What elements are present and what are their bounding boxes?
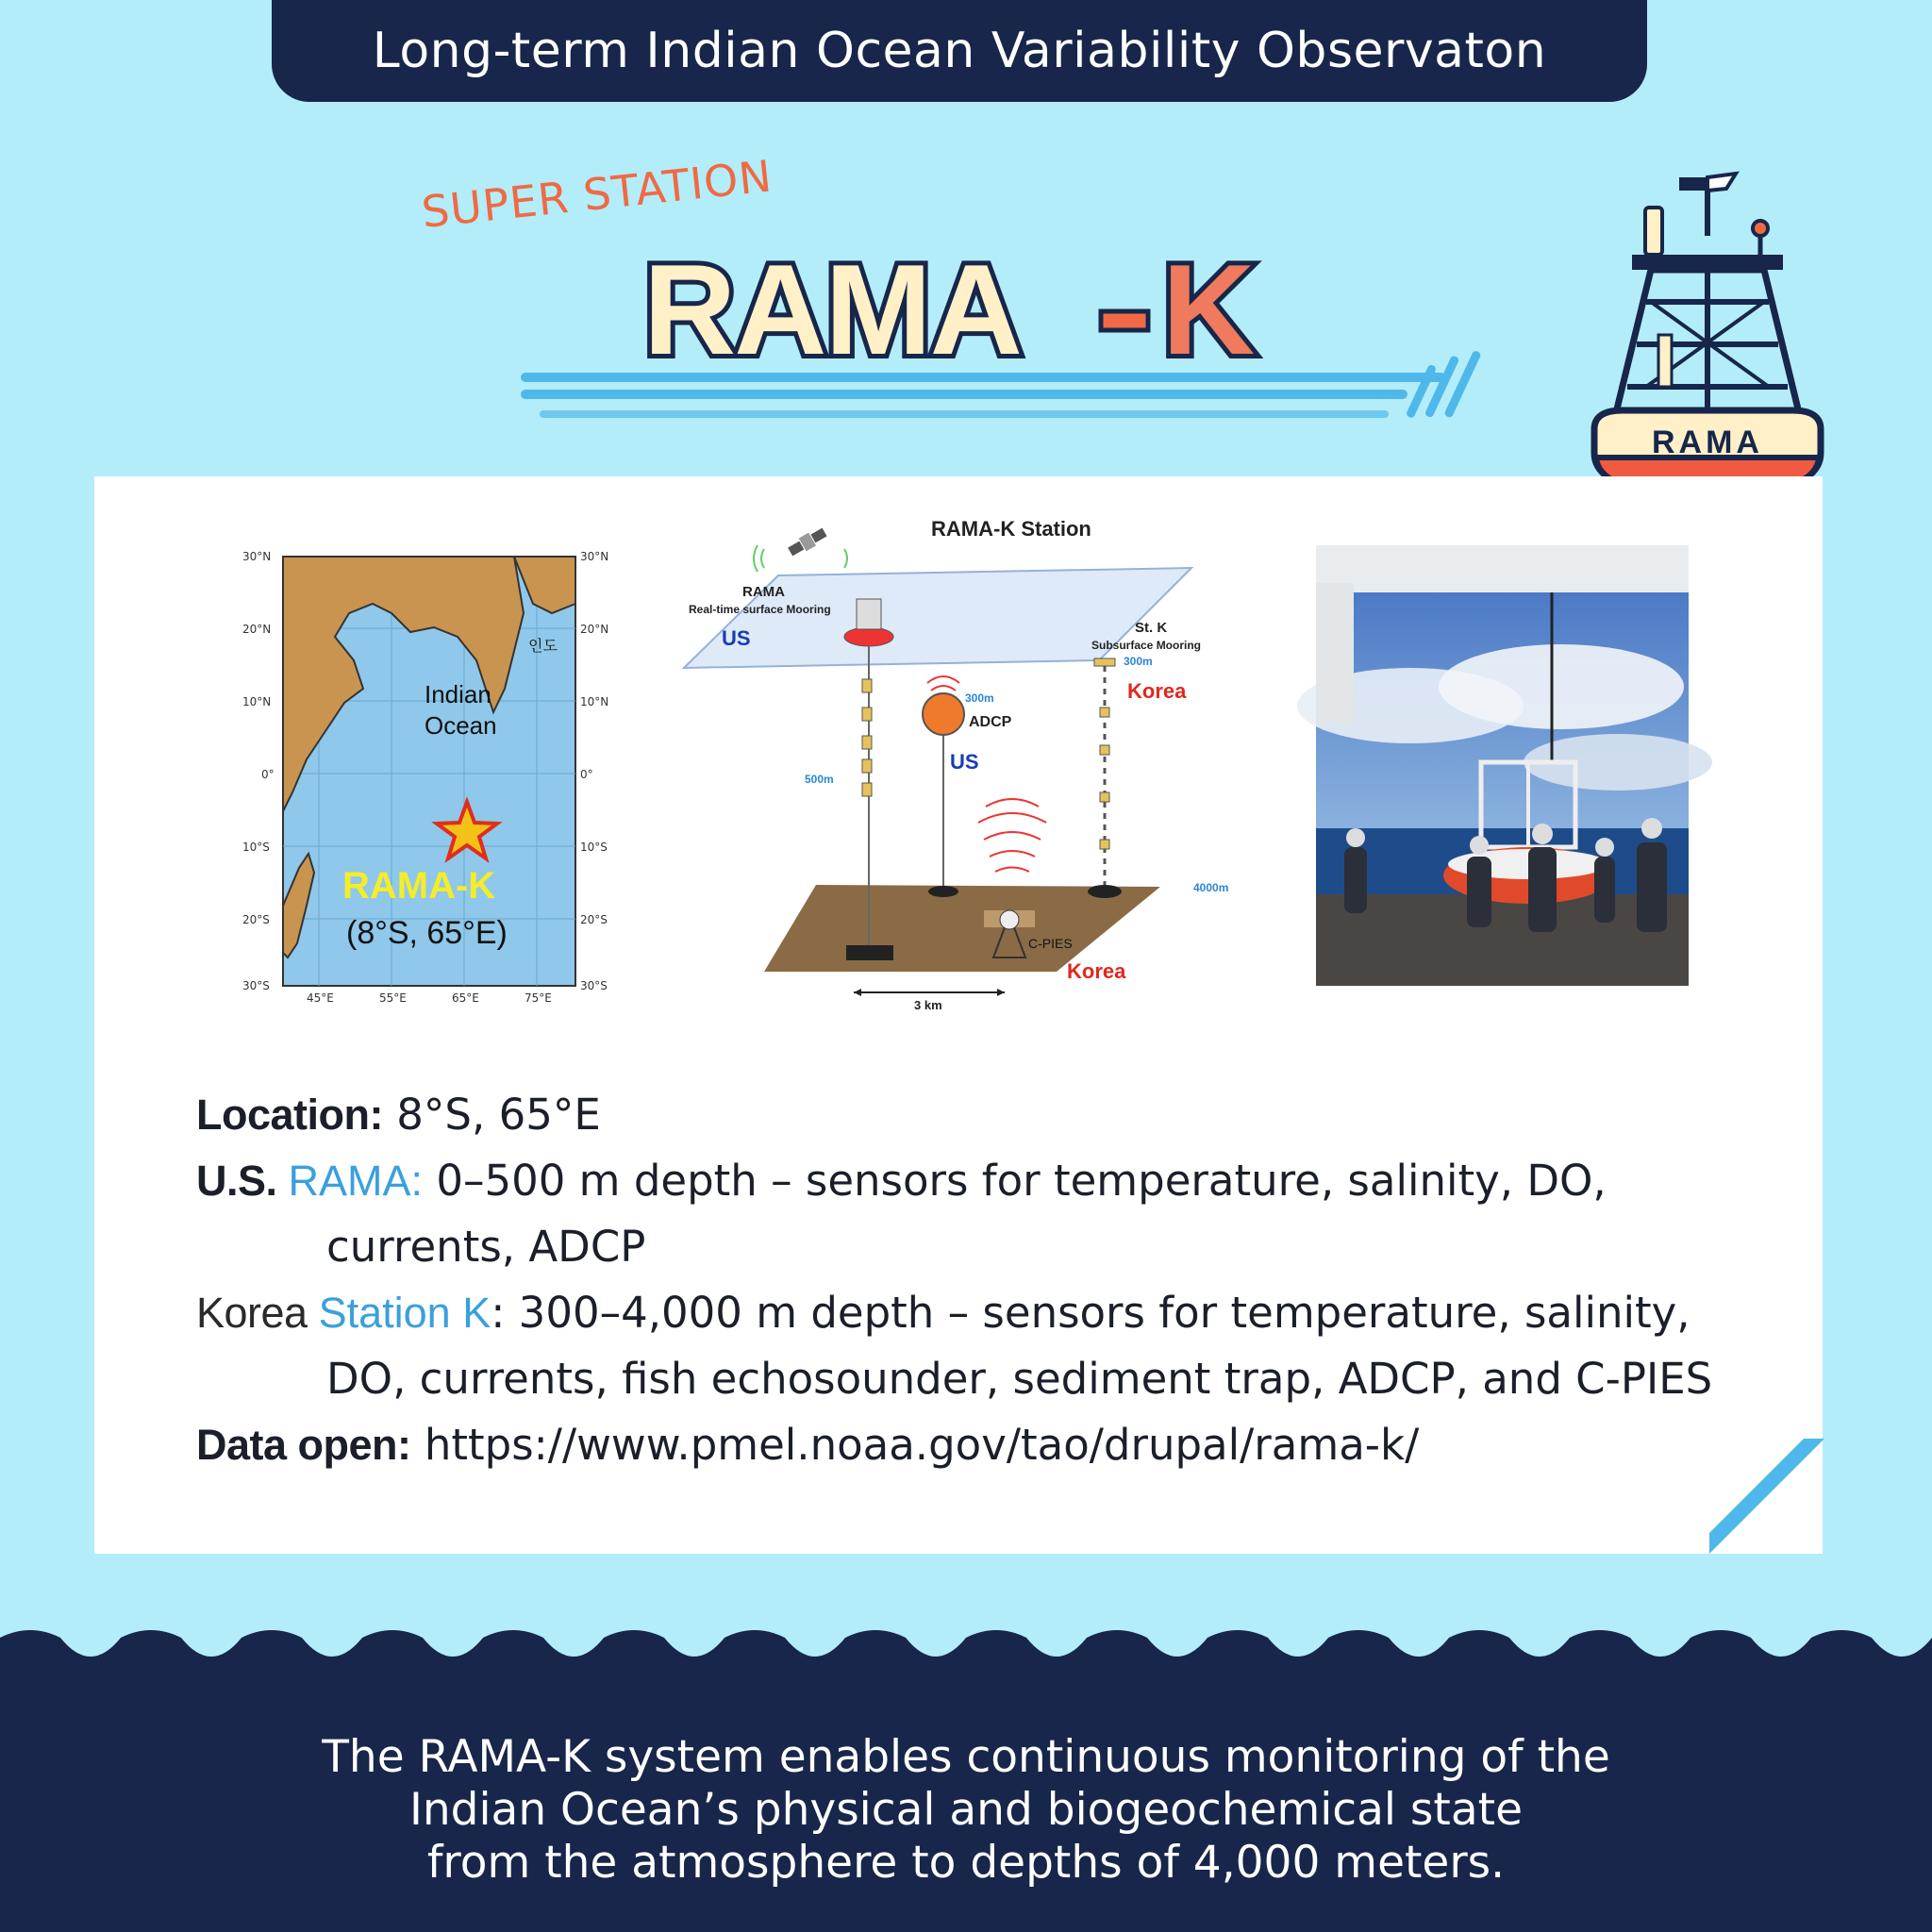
korea-label-1: Korea bbox=[1127, 679, 1187, 703]
adcp-label: ADCP bbox=[969, 714, 1012, 730]
buoy-label: RAMA bbox=[1652, 425, 1763, 460]
footer-line-1: The RAMA-K system enables continuous monitoring of the bbox=[322, 1731, 1610, 1783]
lat-label-right: 20°N bbox=[580, 623, 609, 636]
location-map bbox=[241, 547, 609, 1005]
title-k: K bbox=[1162, 238, 1256, 381]
depth-300-a: 300m bbox=[965, 691, 994, 705]
lon-label: 45°E bbox=[307, 991, 334, 1005]
rama-desc-1: 0–500 m depth – sensors for temperature, salinity, DO, bbox=[423, 1156, 1607, 1206]
korea-label: Korea bbox=[196, 1289, 319, 1337]
lat-label-right: 0° bbox=[580, 768, 593, 781]
korea-label-2: Korea bbox=[1067, 959, 1126, 983]
banner-title: Long-term Indian Ocean Variability Observaton bbox=[372, 23, 1547, 79]
map-station-coords: (8°S, 65°E) bbox=[346, 915, 508, 951]
lat-label-right: 30°N bbox=[580, 550, 609, 563]
footer-line-3: from the atmosphere to depths of 4,000 meters. bbox=[426, 1837, 1506, 1889]
stationk-label: Station K bbox=[318, 1289, 491, 1337]
location-label: Location: bbox=[196, 1091, 383, 1139]
rama-row bbox=[196, 1148, 1781, 1214]
lat-label: 0° bbox=[261, 768, 275, 781]
header-banner bbox=[272, 0, 1647, 102]
diagram-title: RAMA-K Station bbox=[931, 517, 1091, 541]
lat-label: 10°S bbox=[242, 841, 270, 854]
cpies-label: C-PIES bbox=[1028, 936, 1073, 951]
station-diagram bbox=[684, 509, 1231, 1019]
map-ocean-label-2: Ocean bbox=[425, 711, 497, 740]
location-row bbox=[196, 1082, 1781, 1148]
stk-label: St. K bbox=[1135, 620, 1168, 636]
title-rama: RAMA bbox=[643, 238, 1021, 381]
depth-4000-label: 4000m bbox=[1193, 881, 1229, 894]
stationk-desc-2: DO, currents, fish echosounder, sediment trap, ADCP, and C-PIES bbox=[326, 1354, 1713, 1404]
wave-divider bbox=[0, 1621, 1932, 1687]
lat-label: 20°N bbox=[242, 623, 272, 636]
lat-label-right: 30°S bbox=[580, 979, 608, 992]
data-url-link[interactable]: https://www.pmel.noaa.gov/tao/drupal/rama-k/ bbox=[410, 1420, 1420, 1470]
station-info bbox=[196, 1082, 1781, 1478]
depth-500-label: 500m bbox=[805, 773, 834, 786]
lat-label: 30°N bbox=[242, 550, 272, 563]
lat-label: 30°S bbox=[242, 979, 270, 992]
buoy-icon bbox=[1585, 170, 1830, 500]
lat-label-right: 20°S bbox=[580, 913, 608, 926]
stationk-row bbox=[196, 1280, 1781, 1346]
main-title bbox=[634, 236, 1313, 381]
rama-desc-2: currents, ADCP bbox=[326, 1222, 646, 1272]
map-station-name: RAMA-K bbox=[342, 865, 496, 907]
lon-label: 65°E bbox=[452, 991, 479, 1005]
super-station-label: SUPER STATION bbox=[419, 150, 775, 238]
rama-label: RAMA: bbox=[288, 1157, 424, 1205]
map-country-label: 인도 bbox=[528, 637, 558, 655]
footer-line-2: Indian Ocean’s physical and biogeochemical state bbox=[408, 1784, 1523, 1836]
stk-sub: Subsurface Mooring bbox=[1091, 639, 1202, 652]
depth-300-b: 300m bbox=[1124, 655, 1153, 668]
us-label-1: US bbox=[722, 626, 751, 650]
data-open-label: Data open: bbox=[196, 1421, 411, 1469]
data-row bbox=[196, 1412, 1781, 1478]
satellite-icon bbox=[787, 525, 828, 558]
us-label: U.S. bbox=[196, 1157, 289, 1205]
lat-label-right: 10°S bbox=[580, 841, 608, 854]
us-label-2: US bbox=[950, 750, 979, 774]
lat-label-right: 10°N bbox=[580, 695, 609, 708]
lon-label: 75°E bbox=[525, 991, 552, 1005]
lat-label: 20°S bbox=[242, 913, 270, 926]
distance-label: 3 km bbox=[914, 998, 942, 1012]
footer-text bbox=[0, 1731, 1932, 1890]
lat-label: 10°N bbox=[242, 695, 272, 708]
rama-mooring-label: RAMA bbox=[742, 584, 785, 600]
deployment-photo bbox=[1316, 545, 1689, 986]
map-ocean-label-1: Indian bbox=[425, 680, 491, 708]
stationk-desc-1: : 300–4,000 m depth – sensors for temperature, salinity, bbox=[491, 1288, 1690, 1338]
rama-mooring-sub: Real-time surface Mooring bbox=[689, 603, 831, 616]
location-value: 8°S, 65°E bbox=[382, 1090, 601, 1140]
title-dash bbox=[1101, 311, 1148, 330]
lon-label: 55°E bbox=[379, 991, 407, 1005]
